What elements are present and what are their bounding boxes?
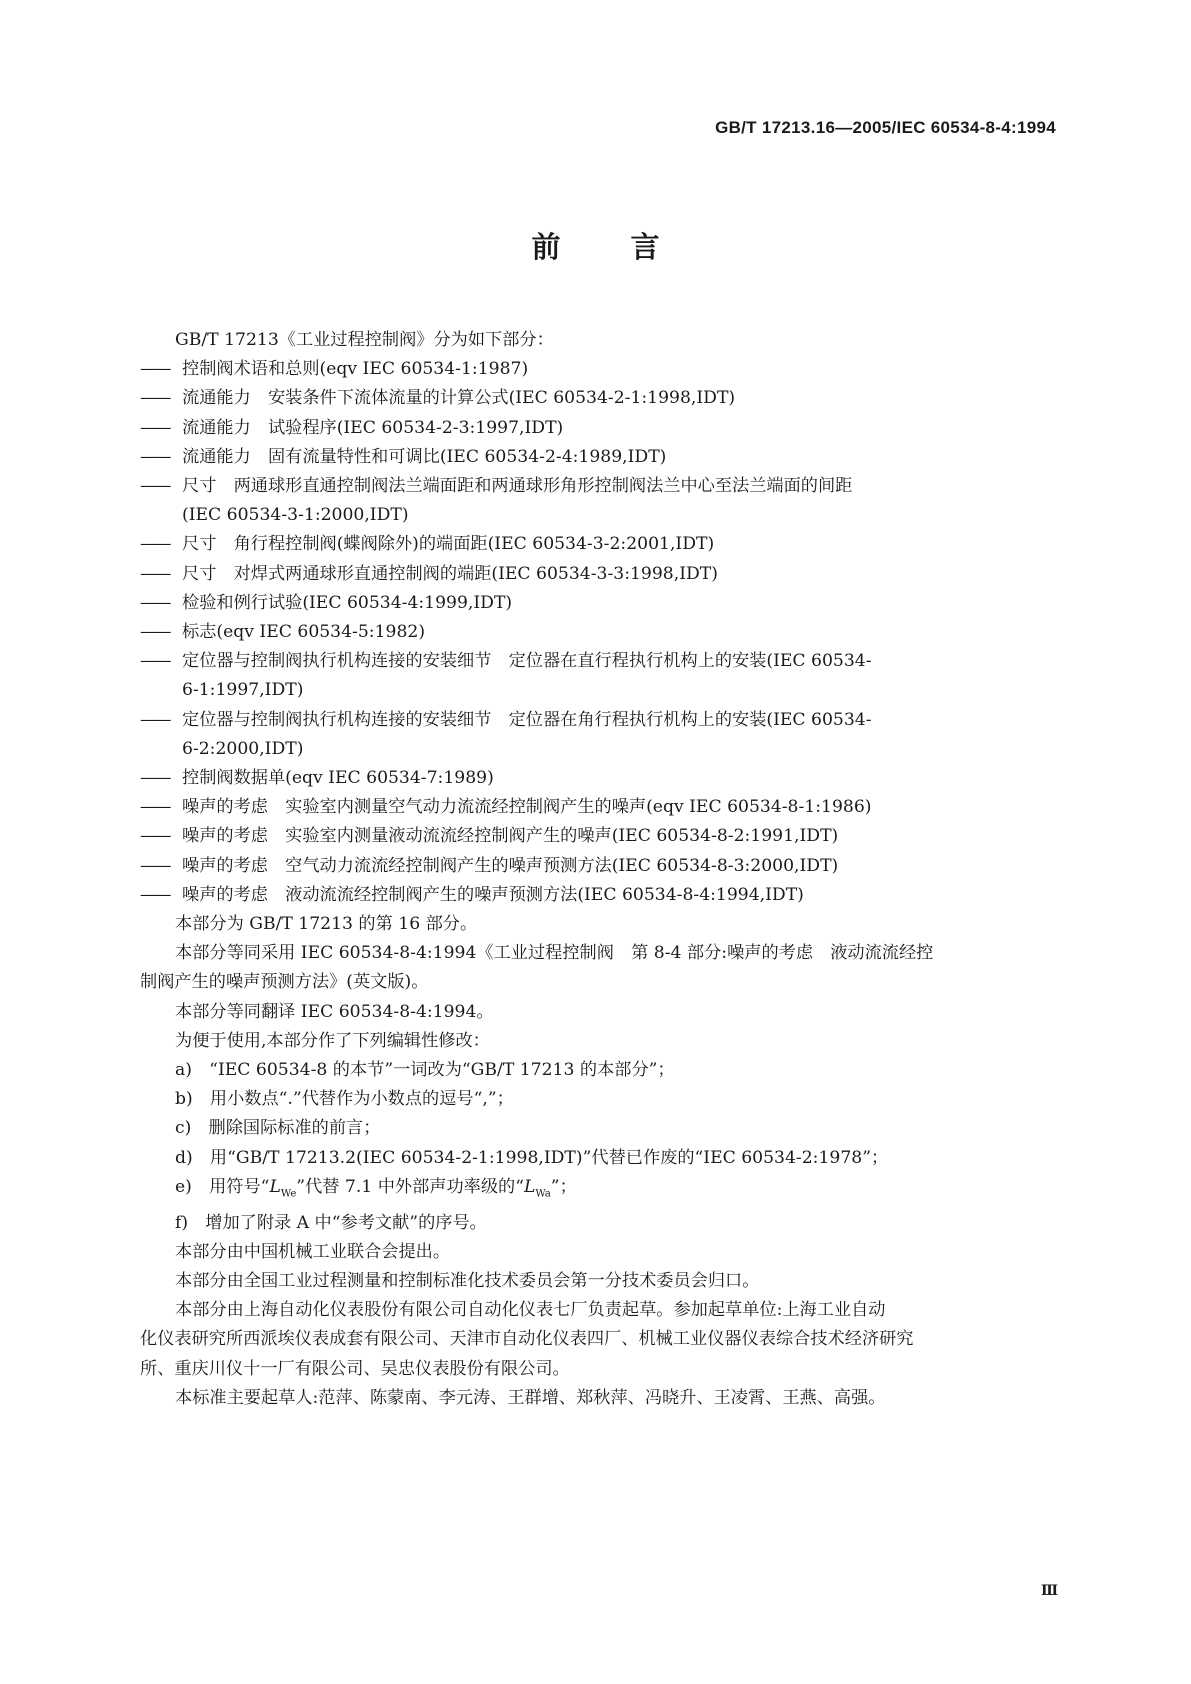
list-item: —— 流通能力 固有流量特性和可调比(IEC 60534-2-4:1989,IDT) [140, 443, 1060, 472]
paragraph: 本部分由全国工业过程测量和控制标准化技术委员会第一分技术委员会归口。 [175, 1270, 760, 1291]
edit-item: d) 用“GB/T 17213.2(IEC 60534-2-1:1998,IDT)”代替已作废的“IEC 60534-2:1978”； [175, 1147, 889, 1168]
list-item: —— 噪声的考虑 空气动力流流经控制阀产生的噪声预测方法(IEC 60534-8-3:2000,IDT) [140, 852, 1060, 881]
list-item: —— 尺寸 两通球形直通控制阀法兰端面距和两通球形角形控制阀法兰中心至法兰端面的间距 [140, 472, 1060, 501]
edit-item: e) 用符号“$L_{We}$”代替 7.1 中外部声功率级的“$L_{Wa}$”； [175, 1176, 577, 1200]
paragraph: 本部分由上海自动化仪表股份有限公司自动化仪表七厂负责起草。参加起草单位:上海工业自动 [175, 1300, 886, 1321]
paragraph: 本部分等同采用 IEC 60534-8-4:1994《工业过程控制阀 第 8-4 部分:噪声的考虑 液动流流经控 [175, 943, 934, 964]
paragraph: 本标准主要起草人:范萍、陈蒙南、李元涛、王群增、郑秋萍、冯晓升、王凌霄、王燕、高强。 [175, 1387, 886, 1408]
paragraph: 本部分为 GB/T 17213 的第 16 部分。 [175, 914, 478, 935]
edit-item: c) 删除国际标准的前言； [175, 1118, 381, 1139]
list-item: —— 流通能力 试验程序(IEC 60534-2-3:1997,IDT) [140, 414, 1060, 443]
list-item: —— 流通能力 安装条件下流体流量的计算公式(IEC 60534-2-1:1998,IDT) [140, 384, 1060, 413]
list-item: —— 尺寸 对焊式两通球形直通控制阀的端距(IEC 60534-3-3:1998,IDT) [140, 560, 1060, 589]
list-item: —— 控制阀术语和总则(eqv IEC 60534-1:1987) [140, 355, 1060, 384]
list-item: —— 控制阀数据单(eqv IEC 60534-7:1989) [140, 764, 1060, 793]
page-title: 前 言 [531, 230, 690, 264]
list-item: —— 定位器与控制阀执行机构连接的安装细节 定位器在直行程执行机构上的安装(IEC 60534- [140, 647, 1060, 676]
list-item-continuation: (IEC 60534-3-1:2000,IDT) [182, 505, 409, 526]
list-item: —— 噪声的考虑 实验室内测量液动流流经控制阀产生的噪声(IEC 60534-8-2:1991,IDT) [140, 822, 1060, 851]
list-item: —— 噪声的考虑 实验室内测量空气动力流流经控制阀产生的噪声(eqv IEC 60534-8-1:1986) [140, 793, 1060, 822]
paragraph-continuation: 化仪表研究所西派埃仪表成套有限公司、天津市自动化仪表四厂、机械工业仪器仪表综合技术经济研究 [140, 1329, 914, 1350]
list-item: —— 检验和例行试验(IEC 60534-4:1999,IDT) [140, 589, 1060, 618]
edit-item: a) “IEC 60534-8 的本节”一词改为“GB/T 17213 的本部分”； [175, 1060, 675, 1081]
standard-code-header: GB/T 17213.16—2005/IEC 60534-8-4:1994 [715, 118, 1056, 137]
list-item-continuation: 6-1:1997,IDT) [182, 680, 304, 701]
paragraph: 本部分由中国机械工业联合会提出。 [175, 1241, 451, 1262]
list-item: —— 定位器与控制阀执行机构连接的安装细节 定位器在角行程执行机构上的安装(IEC 60534- [140, 706, 1060, 735]
list-item: —— 噪声的考虑 液动流流经控制阀产生的噪声预测方法(IEC 60534-8-4:1994,IDT) [140, 881, 1060, 910]
list-item: —— 标志(eqv IEC 60534-5:1982) [140, 618, 1060, 647]
parts-intro: GB/T 17213《工业过程控制阀》分为如下部分： [175, 330, 554, 350]
edit-item: f) 增加了附录 A 中“参考文献”的序号。 [175, 1212, 487, 1233]
page-number: Ⅲ [1040, 1583, 1058, 1599]
list-item-continuation: 6-2:2000,IDT) [182, 738, 304, 759]
paragraph-continuation: 制阀产生的噪声预测方法》(英文版)。 [140, 972, 429, 993]
edit-item: b) 用小数点“.”代替作为小数点的逗号“,”； [175, 1089, 514, 1110]
paragraph: 本部分等同翻译 IEC 60534-8-4:1994。 [175, 1001, 494, 1022]
paragraph-continuation: 所、重庆川仪十一厂有限公司、吴忠仪表股份有限公司。 [140, 1358, 570, 1379]
paragraph: 为便于使用,本部分作了下列编辑性修改： [175, 1030, 490, 1051]
document-body [140, 326, 1060, 1413]
list-item: —— 尺寸 角行程控制阀(蝶阀除外)的端面距(IEC 60534-3-2:2001,IDT) [140, 530, 1060, 559]
